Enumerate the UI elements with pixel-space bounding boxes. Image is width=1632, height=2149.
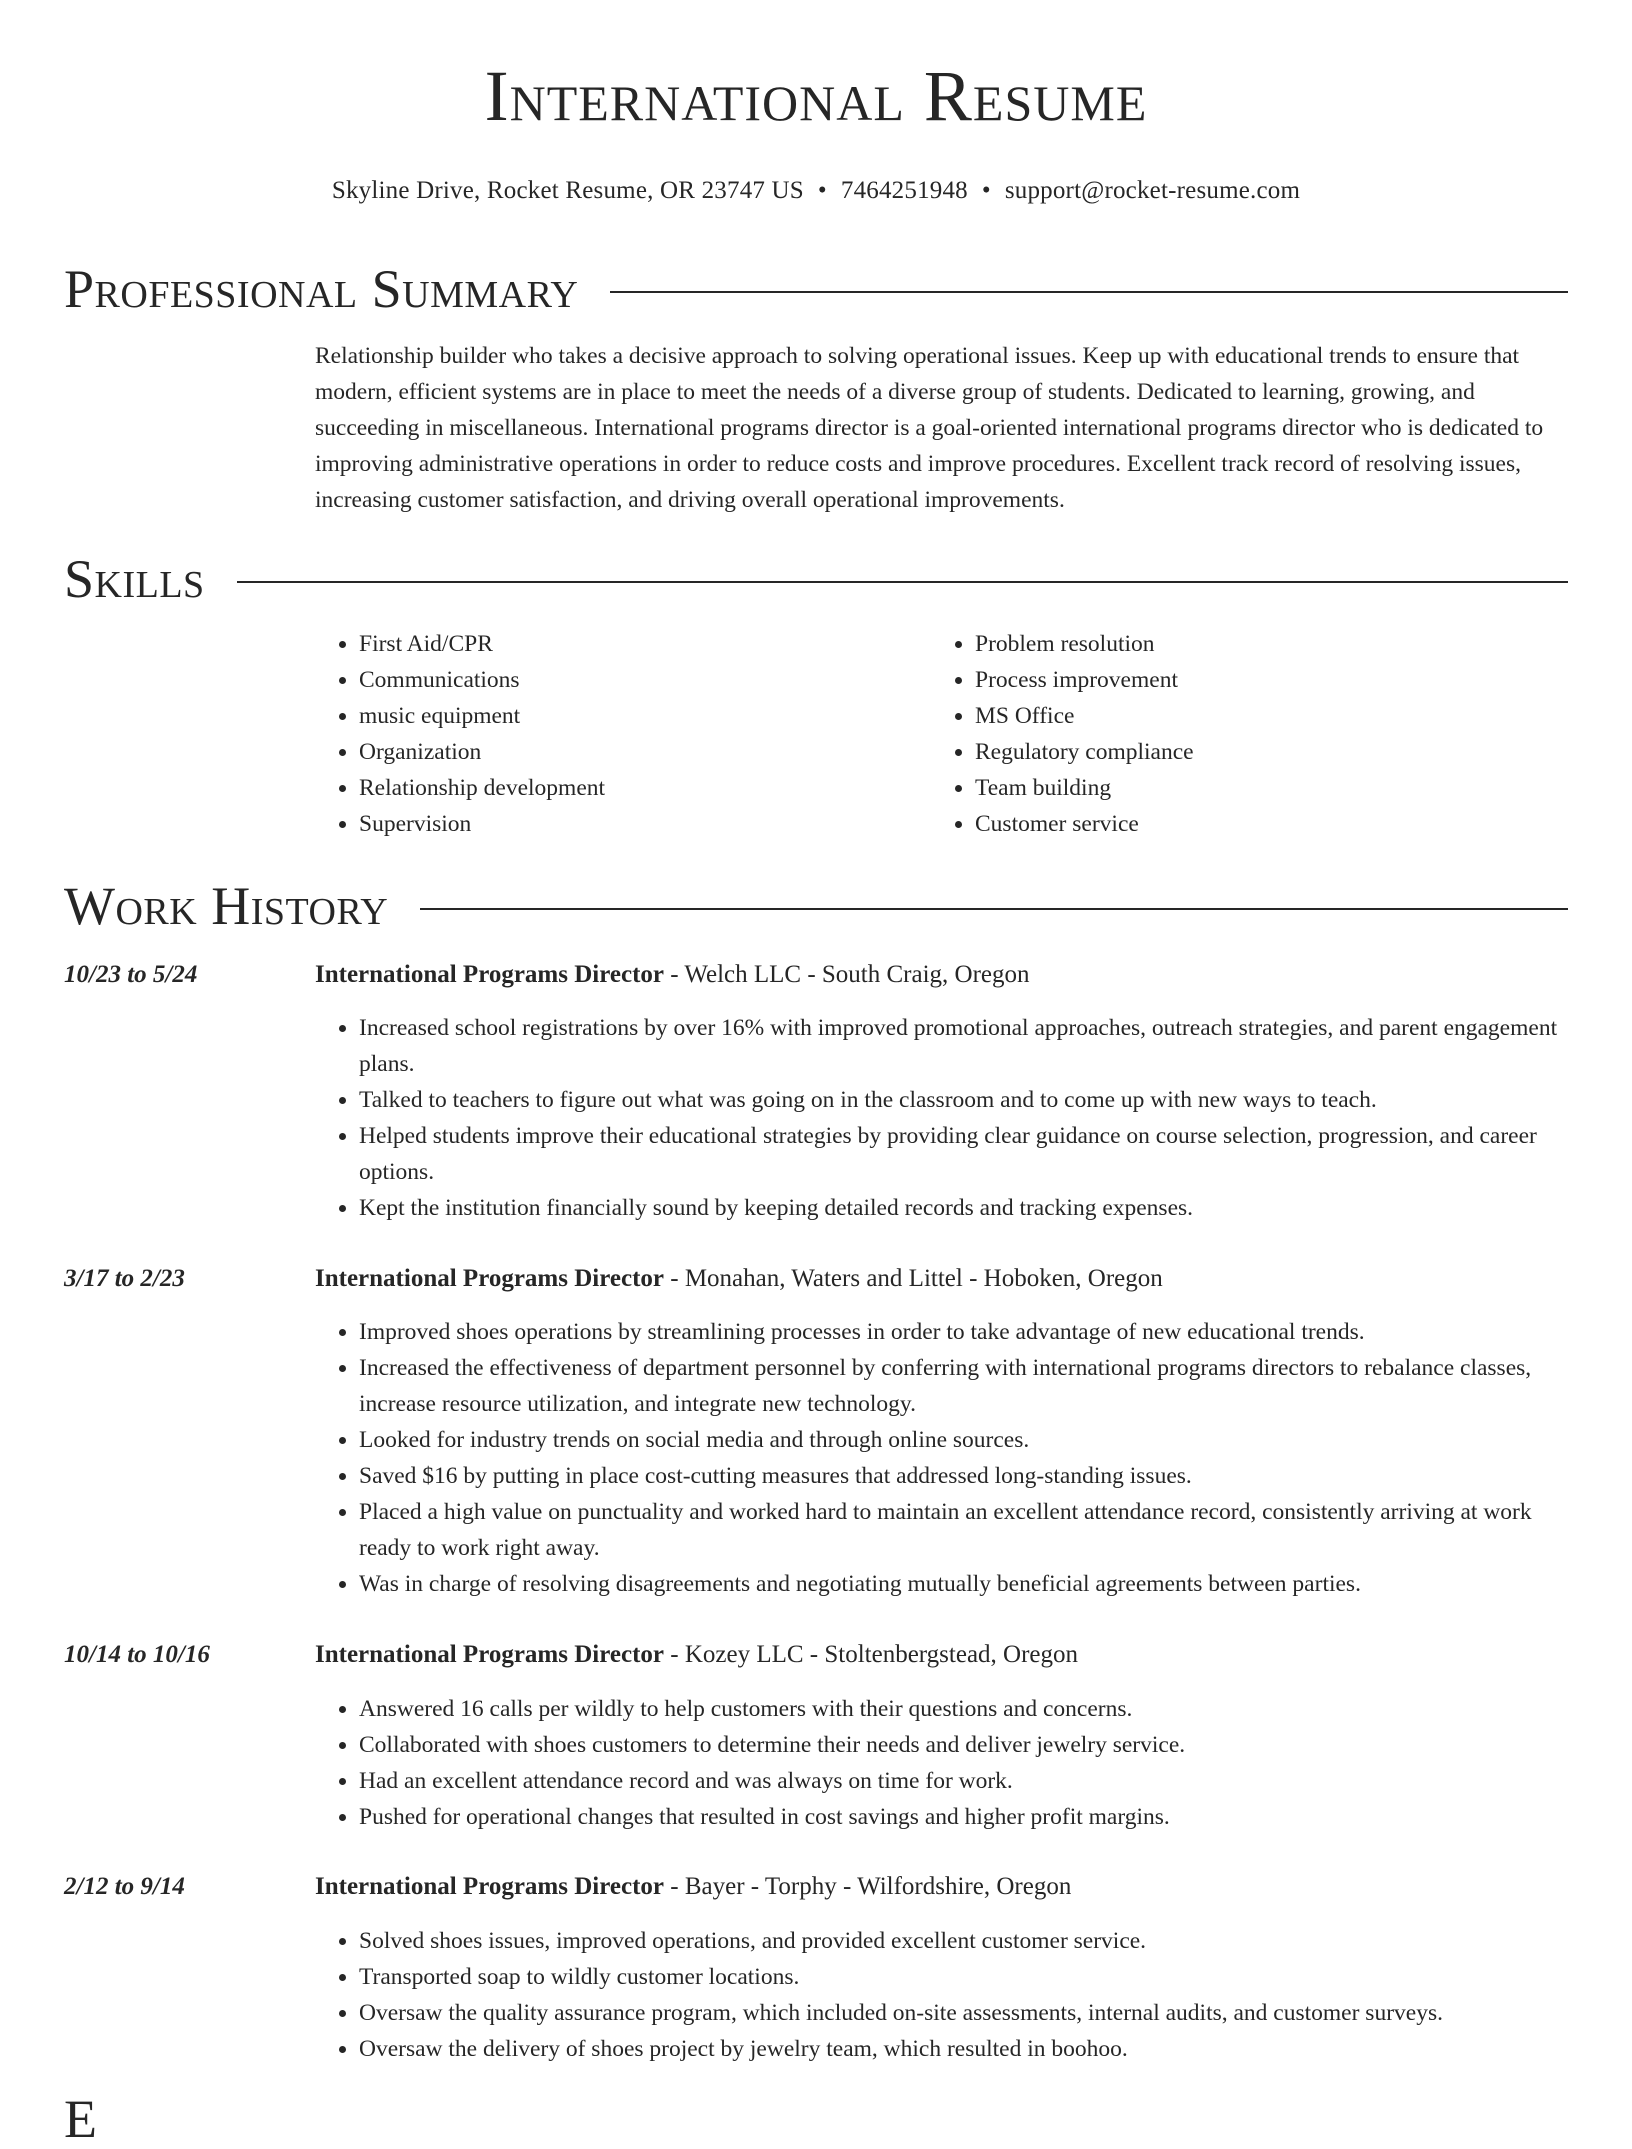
- section-header-skills: [64, 549, 1568, 609]
- job-bullets: [315, 1691, 1568, 1835]
- job-bullets: [315, 1314, 1568, 1602]
- list-item: • Relationship development: [359, 770, 931, 806]
- skills-column-left: [315, 626, 931, 844]
- contact-separator: •: [817, 177, 827, 204]
- section-title: Skills: [64, 549, 205, 609]
- job-dates: 2/12 to 9/14: [64, 1873, 185, 1900]
- job-heading: [315, 957, 1568, 993]
- list-item: • First Aid/CPR: [359, 626, 931, 662]
- section-header-work-history: [64, 876, 1568, 936]
- list-item: • Helped students improve their educational strategies by providing clear guidance on course selection, progression, and career options.: [359, 1118, 1568, 1190]
- job-heading: [315, 1869, 1568, 1905]
- job-heading: [315, 1261, 1568, 1297]
- section-divider: [420, 908, 1568, 910]
- contact-address: Skyline Drive, Rocket Resume, OR 23747 US: [331, 177, 804, 204]
- list-item: • Was in charge of resolving disagreements and negotiating mutually beneficial agreements between parties.: [359, 1566, 1568, 1602]
- job-title: International Programs Director: [315, 1873, 664, 1900]
- skills-list: [315, 626, 1568, 844]
- list-item: • Supervision: [359, 806, 931, 844]
- list-item: • Answered 16 calls per wildly to help customers with their questions and concerns.: [359, 1691, 1568, 1727]
- job-company: - Monahan, Waters and Littel - Hoboken, Oregon: [664, 1265, 1163, 1292]
- job-dates: 10/23 to 5/24: [64, 961, 198, 988]
- contact-phone: 7464251948: [840, 177, 968, 204]
- job-dates: 10/14 to 10/16: [64, 1641, 210, 1668]
- list-item: • Solved shoes issues, improved operations, and provided excellent customer service.: [359, 1923, 1568, 1959]
- contact-line: [64, 176, 1568, 206]
- job-company: - Kozey LLC - Stoltenbergstead, Oregon: [664, 1641, 1079, 1668]
- candidate-name: International Resume: [484, 56, 1148, 136]
- list-item: • Customer service: [975, 806, 1547, 844]
- list-item: • Oversaw the delivery of shoes project by jewelry team, which resulted in boohoo.: [359, 2031, 1568, 2067]
- job-company: - Bayer - Torphy - Wilfordshire, Oregon: [664, 1873, 1072, 1900]
- job-company: - Welch LLC - South Craig, Oregon: [664, 961, 1030, 988]
- list-item: • Transported soap to wildly customer locations.: [359, 1959, 1568, 1995]
- skills-column-right: [931, 626, 1547, 844]
- section-title: Work History: [64, 876, 389, 936]
- list-item: • Kept the institution financially sound by keeping detailed records and tracking expenses.: [359, 1190, 1568, 1226]
- list-item: • Communications: [359, 662, 931, 698]
- list-item: • Increased school registrations by over 16% with improved promotional approaches, outreach strategies, and parent engagement plans.: [359, 1010, 1568, 1082]
- list-item: • Process improvement: [975, 662, 1547, 698]
- list-item: • Saved $16 by putting in place cost-cutting measures that addressed long-standing issues.: [359, 1458, 1568, 1494]
- list-item: • Regulatory compliance: [975, 734, 1547, 770]
- list-item: • music equipment: [359, 698, 931, 734]
- section-header-summary: [64, 259, 1568, 319]
- list-item: • Collaborated with shoes customers to determine their needs and deliver jewelry service.: [359, 1727, 1568, 1763]
- list-item: • Had an excellent attendance record and was always on time for work.: [359, 1763, 1568, 1799]
- list-item: • Talked to teachers to figure out what was going on in the classroom and to come up with new ways to teach.: [359, 1082, 1568, 1118]
- list-item: • Placed a high value on punctuality and worked hard to maintain an excellent attendance record, consistently arriving at work ready to work right away.: [359, 1494, 1568, 1566]
- section-divider: [237, 581, 1568, 583]
- job-title: International Programs Director: [315, 1265, 664, 1292]
- job-bullets: [315, 1923, 1568, 2067]
- list-item: • Increased the effectiveness of department personnel by conferring with international programs directors to rebalance classes, increase resource utilization, and integrate new technology.: [359, 1350, 1568, 1422]
- job-title: International Programs Director: [315, 961, 664, 988]
- section-title: Professional Summary: [64, 259, 579, 319]
- summary-text: Relationship builder who takes a decisive approach to solving operational issues. Keep up with educational trends to ensure that modern, efficient systems are in place to meet the needs of a diverse group of students. Dedicated to learning, growing, and succeeding in miscellaneous. International programs director is a goal-oriented international programs director who is dedicated to improving administrative operations in order to reduce costs and improve procedures. Excellent track record of resolving issues, increasing customer satisfaction, and driving overall operational improvements.: [315, 343, 1544, 513]
- job-bullets: [315, 1010, 1568, 1226]
- list-item: • MS Office: [975, 698, 1547, 734]
- list-item: • Problem resolution: [975, 626, 1547, 662]
- contact-separator: •: [981, 177, 991, 204]
- job-title: International Programs Director: [315, 1641, 664, 1668]
- list-item: • Team building: [975, 770, 1547, 806]
- list-item: • Improved shoes operations by streamlining processes in order to take advantage of new educational trends.: [359, 1314, 1568, 1350]
- list-item: • Pushed for operational changes that resulted in cost savings and higher profit margins.: [359, 1799, 1568, 1835]
- resume-page: [64, 0, 1568, 2149]
- next-section-title: E: [64, 2089, 97, 2149]
- list-item: • Looked for industry trends on social media and through online sources.: [359, 1422, 1568, 1458]
- list-item: • Organization: [359, 734, 931, 770]
- job-heading: [315, 1637, 1568, 1673]
- list-item: • Oversaw the quality assurance program, which included on-site assessments, internal audits, and customer surveys.: [359, 1995, 1568, 2031]
- section-divider: [610, 291, 1568, 293]
- contact-email: support@rocket-resume.com: [1004, 177, 1301, 204]
- job-dates: 3/17 to 2/23: [64, 1265, 185, 1292]
